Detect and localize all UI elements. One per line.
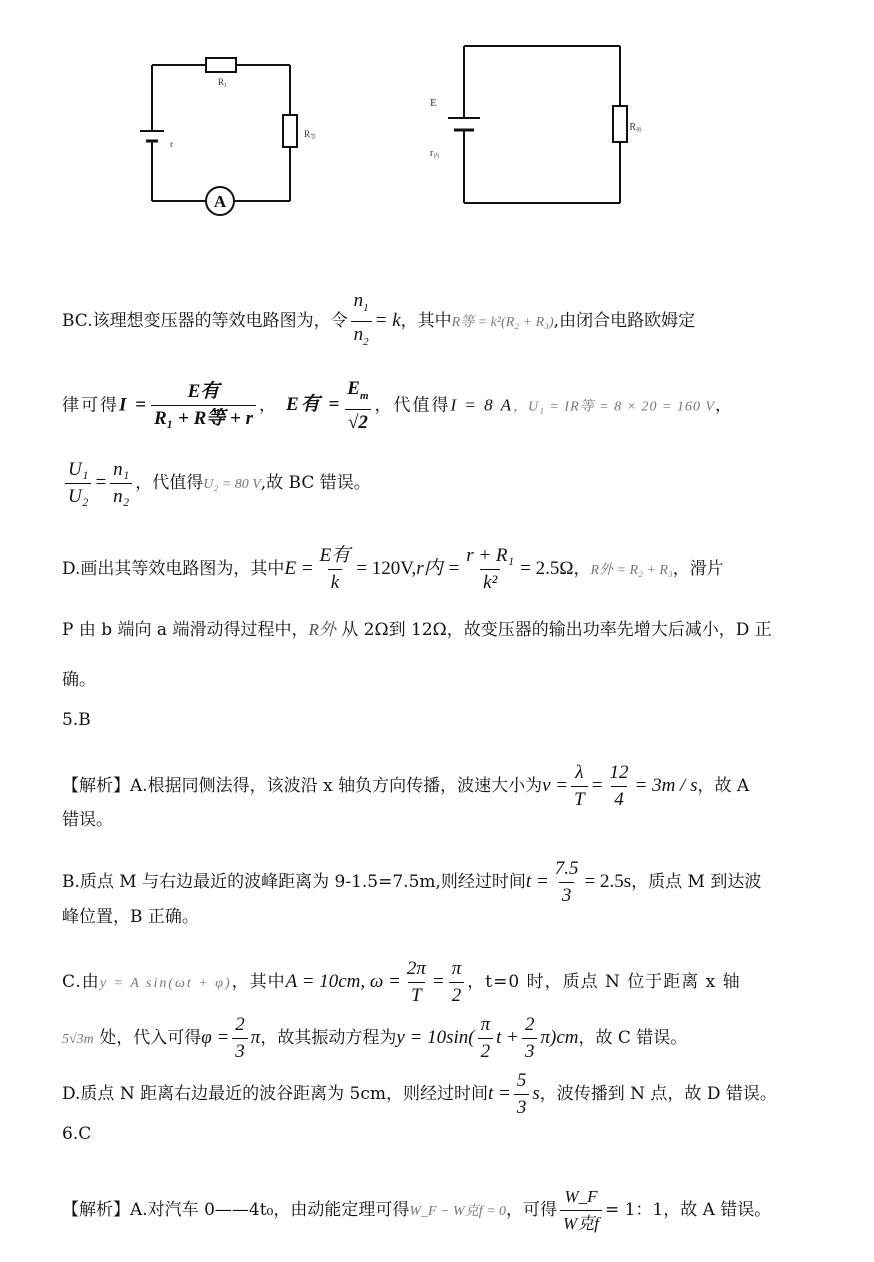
- fraction-5-3: $\frac{5}{3}$: [514, 1068, 530, 1121]
- line-6a: 【解析】A.对汽车 0——4t₀，由动能定理可得W_F − W克f = 0，可得 $\frac{W\_F}{\text{W克f}}$ = 1：1，故 A 错误。: [62, 1184, 824, 1237]
- line-bc-2: 律可得I = $\frac{\text{E有}}{\text{R₁ + R等 + r}}$ ， E有 = $\frac{E_m}{√2}$ ，代值得I = 8 A，U₁ = IR等 = 8 × 20 = 160 V，: [62, 376, 824, 436]
- fraction-7-5-3: $\frac{7.5}{3}$: [552, 856, 582, 909]
- fraction-2-3: $\frac{2}{3}$: [232, 1012, 248, 1065]
- line-5d: D.质点 N 距离右边最近的波谷距离为 5cm，则经过时间t = $\frac{5}{3}$ s，波传播到 N 点，故 D 错误。: [62, 1068, 824, 1121]
- svg-text:R外: [629, 122, 643, 134]
- fraction-lambda-t: $\frac{\lambda}{T}$: [571, 760, 588, 813]
- line-d-2: P 由 b 端向 a 端滑动得过程中，R外 从 2Ω到 12Ω，故变压器的输出功率先增大后减小，D 正: [62, 620, 772, 640]
- question-5-answer: 5.B: [62, 710, 91, 730]
- svg-text:R1: [218, 77, 227, 89]
- line-d-1: D.画出其等效电路图为，其中E = $\frac{\text{E有}}{k}$ = 120V,r内 = $\frac{\text{r + R₁}}{\text{k²}}$ = 2.5Ω，R外 = R₂ + R₃，滑片: [62, 543, 824, 596]
- fraction-n1-n2-b: $\frac{\text{n₁}}{\text{n₂}}$: [110, 457, 132, 510]
- line-bc-1: BC.该理想变压器的等效电路图为，令 $\frac{n_1}{n_2}$ = k，其中R等 = k²(R₂ + R₃),由闭合电路欧姆定: [62, 288, 824, 355]
- line-5b-2: 峰位置，B 正确。: [62, 907, 199, 927]
- fraction-12-4: $\frac{12}{4}$: [607, 760, 632, 813]
- rd-label: R: [304, 129, 311, 139]
- svg-text:r内: [430, 148, 439, 160]
- circuit-diagram-left: [130, 45, 320, 225]
- r-label: r: [170, 139, 173, 149]
- rn-sub: 内: [433, 154, 440, 160]
- fraction-n1-n2: $\frac{n_1}{n_2}$: [351, 288, 372, 355]
- line-5b-1: B.质点 M 与右边最近的波峰距离为 9-1.5=7.5m,则经过时间t = $\frac{7.5}{3}$ = 2.5s，质点 M 到达波: [62, 856, 824, 909]
- resistor-r-external: [613, 106, 627, 142]
- fraction-work: $\frac{W\_F}{\text{W克f}}$: [560, 1184, 602, 1237]
- fraction-e-k: $\frac{\text{E有}}{k}$: [317, 543, 354, 596]
- rw-label: R: [629, 122, 636, 133]
- r1-label: R: [218, 77, 225, 87]
- rw-sub: 外: [635, 128, 642, 134]
- line-5a-1: 【解析】A.根据同侧法得，该波沿 x 轴负方向传播，波速大小为v = $\frac{\lambda}{T}$ = $\frac{12}{4}$ = 3m / s，故 A: [62, 760, 824, 813]
- line-5c-1: C.由y = A sin(ωt + φ)，其中A = 10cm, ω = $\frac{2\pi}{T}$ = $\frac{\pi}{2}$ ，t=0 时，质点 N 位于距离 x 轴: [62, 956, 824, 1009]
- rn-label: r: [430, 148, 434, 159]
- fraction-emf: $\frac{E_m}{√2}$: [344, 376, 371, 436]
- resistor-r1: [206, 58, 236, 72]
- fraction-pi-2: $\frac{\pi}{2}$: [449, 956, 465, 1009]
- r1-sub: 1: [224, 83, 228, 89]
- rd-sub: 等: [310, 135, 317, 141]
- fraction-r-k2: $\frac{\text{r + R₁}}{\text{k²}}$: [463, 543, 517, 596]
- fraction-2-3-b: $\frac{2}{3}$: [522, 1012, 538, 1065]
- fraction-2pi-t: $\frac{2\pi}{T}$: [404, 956, 429, 1009]
- svg-text:R等: [304, 129, 316, 141]
- fraction-current: $\frac{\text{E有}}{\text{R₁ + R等 + r}}$: [151, 379, 256, 432]
- line-bc-3: $\frac{\text{U₁}}{\text{U₂}}$ = $\frac{\text{n₁}}{\text{n₂}}$ ，代值得U₂ = 80 V,故 BC 错误。: [62, 457, 824, 510]
- line-d-3: 确。: [62, 670, 96, 690]
- question-6-answer: 6.C: [62, 1124, 92, 1144]
- resistor-r-equivalent: [283, 115, 297, 147]
- circuit-diagram-right: [420, 38, 650, 218]
- ammeter-label: A: [213, 192, 227, 211]
- line-5c-2: 5√3m 处，代入可得φ = $\frac{2}{3}$ π，故其振动方程为y = 10sin( $\frac{\pi}{2}$ t + $\frac{2}{3}$ π)cm，故 C 错误。: [62, 1012, 824, 1065]
- fraction-pi-2-b: $\frac{\pi}{2}$: [478, 1012, 494, 1065]
- fraction-u1-u2: $\frac{\text{U₁}}{\text{U₂}}$: [65, 457, 91, 510]
- line-5a-2: 错误。: [62, 810, 113, 830]
- e-label: E: [430, 97, 437, 109]
